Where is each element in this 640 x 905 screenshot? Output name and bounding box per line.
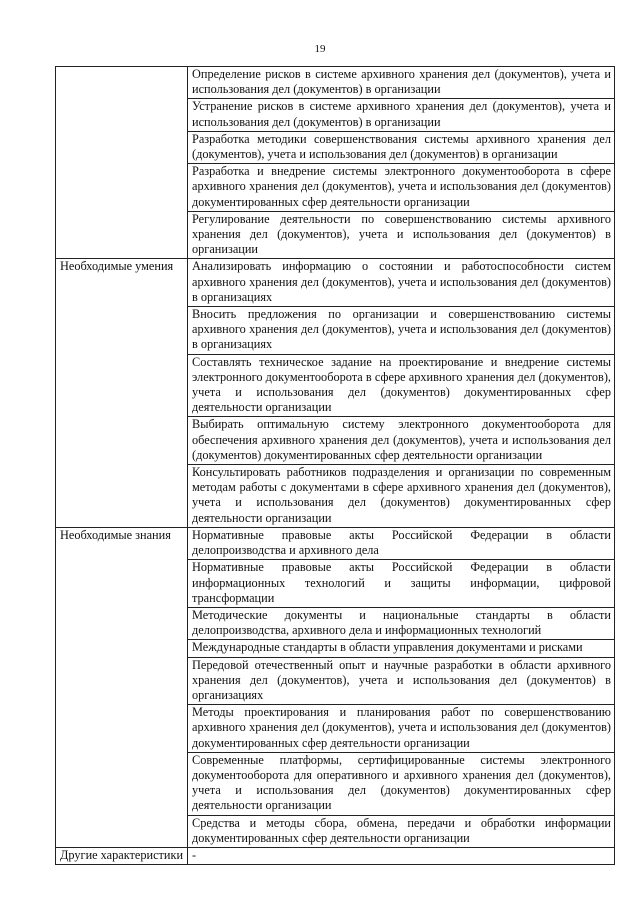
section-label: Необходимые знания bbox=[56, 527, 188, 847]
requirement-text: Методы проектирования и планирования работ по совершенствованию архивного хранения дел (документов), учета и использования дел (документов) документированных сфер деятельности организации bbox=[188, 705, 615, 753]
characteristics-table bbox=[55, 66, 615, 865]
page-number: 19 bbox=[314, 43, 326, 55]
section-label: Другие характеристики bbox=[56, 847, 188, 864]
requirement-text: - bbox=[188, 847, 615, 864]
requirement-text: Составлять техническое задание на проектирование и внедрение системы электронного документооборота в сфере архивного хранения дел (документов), учета и использования дел (документов) документированных сфер деятельности организации bbox=[188, 354, 615, 417]
table-row bbox=[56, 527, 615, 559]
requirement-text: Средства и методы сбора, обмена, передачи и обработки информации документированных сфер деятельности организации bbox=[188, 815, 615, 847]
requirement-text: Нормативные правовые акты Российской Федерации в области делопроизводства и архивного дела bbox=[188, 527, 615, 559]
requirement-text: Выбирать оптимальную систему электронного документооборота для обеспечения архивного хранения дел (документов), учета и использования дел (документов) документированных сфер деятельности организации bbox=[188, 417, 615, 465]
requirement-text: Устранение рисков в системе архивного хранения дел (документов), учета и использования дел (документов) в организации bbox=[188, 99, 615, 131]
requirement-text: Международные стандарты в области управления документами и рисками bbox=[188, 640, 615, 657]
requirement-text: Современные платформы, сертифицированные системы электронного документооборота для оперативного и архивного хранения дел (документов), учета и использования дел (документов) документированных сфер деятельности организации bbox=[188, 752, 615, 815]
requirement-text: Определение рисков в системе архивного хранения дел (документов), учета и использования дел (документов) в организации bbox=[188, 67, 615, 99]
requirement-text: Нормативные правовые акты Российской Федерации в области информационных технологий и защиты информации, цифровой трансформации bbox=[188, 560, 615, 608]
section-label: Необходимые умения bbox=[56, 259, 188, 527]
requirement-text: Консультировать работников подразделения и организации по современным методам работы с документами в сфере архивного хранения дел (документов), учета и использования дел (документов) документированных сфер деятельности организации bbox=[188, 465, 615, 528]
requirement-text: Методические документы и национальные стандарты в области делопроизводства, архивного дела и информационных технологий bbox=[188, 607, 615, 639]
requirement-text: Вносить предложения по организации и совершенствованию системы архивного хранения дел (документов), учета и использования дел (документов) в организациях bbox=[188, 307, 615, 355]
requirement-text: Анализировать информацию о состоянии и работоспособности систем архивного хранения дел (документов), учета и использования дел (документов) в организациях bbox=[188, 259, 615, 307]
table-row bbox=[56, 259, 615, 307]
section-label bbox=[56, 67, 188, 259]
table-row bbox=[56, 67, 615, 99]
requirement-text: Разработка методики совершенствования системы архивного хранения дел (документов), учета и использования дел (документов) в организации bbox=[188, 131, 615, 163]
table-row bbox=[56, 847, 615, 864]
requirement-text: Разработка и внедрение системы электронного документооборота в сфере архивного хранения дел (документов), учета и использования дел (документов) документированных сфер деятельности организации bbox=[188, 164, 615, 212]
requirement-text: Регулирование деятельности по совершенствованию системы архивного хранения дел (документов), учета и использования дел (документов) в организации bbox=[188, 211, 615, 259]
requirement-text: Передовой отечественный опыт и научные разработки в области архивного хранения дел (документов), учета и использования дел (документов) в организациях bbox=[188, 657, 615, 705]
